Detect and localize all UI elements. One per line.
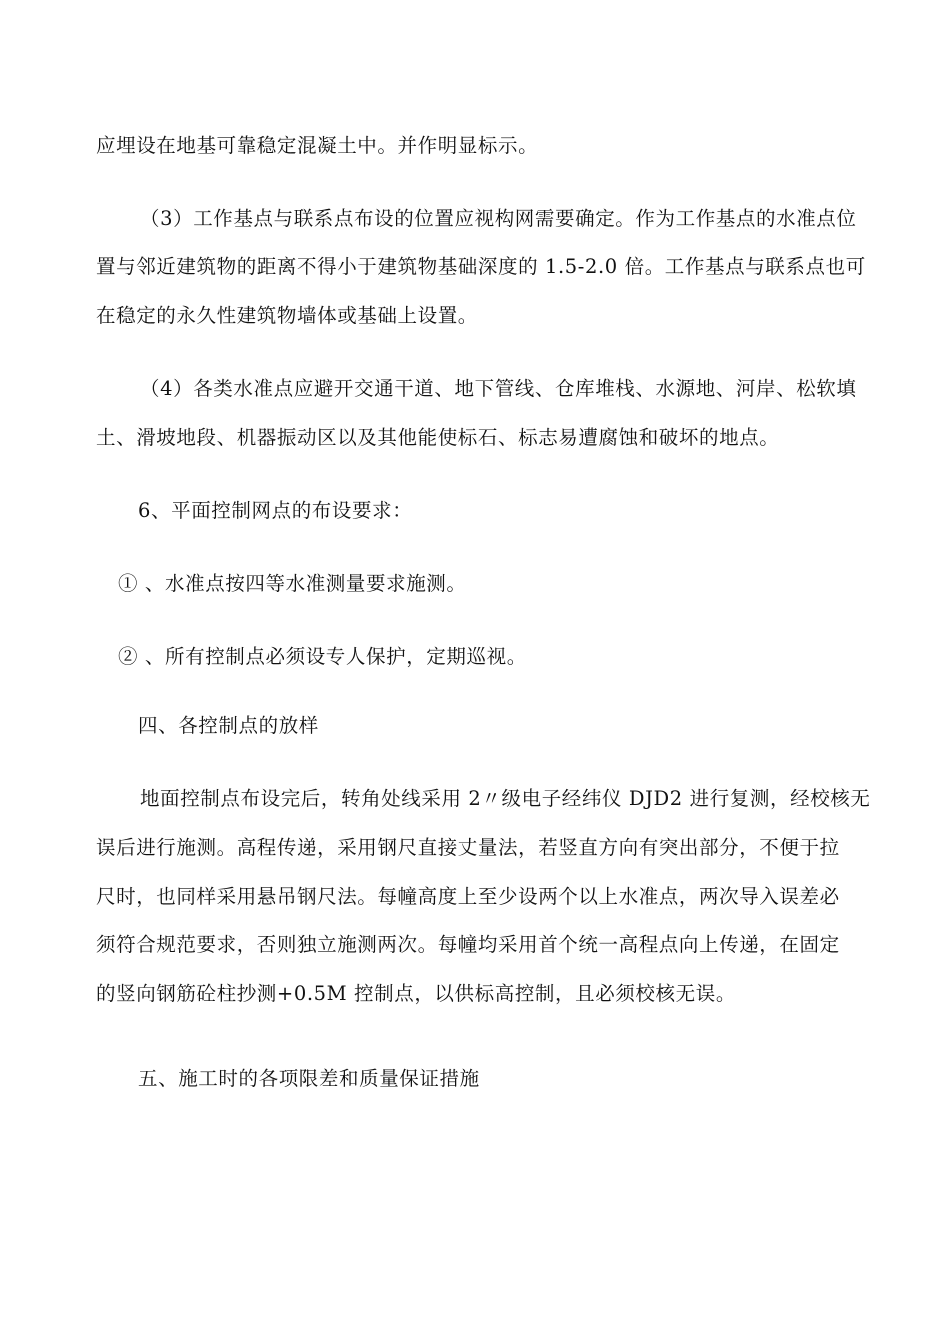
paragraph-line: （3）工作基点与联系点布设的位置应视构网需要确定。作为工作基点的水准点位 — [140, 207, 857, 230]
paragraph-line: 须符合规范要求，否则独立施测两次。每幢均采用首个统一高程点向上传递，在固定 — [96, 933, 840, 956]
paragraph-line: （4）各类水准点应避开交通干道、地下管线、仓库堆栈、水源地、河岸、松软填 — [140, 377, 857, 400]
paragraph-line: 土、滑坡地段、机器振动区以及其他能使标石、标志易遭腐蚀和破坏的地点。 — [96, 426, 780, 449]
section-heading: 四、各控制点的放样 — [138, 714, 319, 737]
paragraph-line: 误后进行施测。高程传递，采用钢尺直接丈量法，若竖直方向有突出部分，不便于拉 — [96, 836, 840, 859]
paragraph-line: 置与邻近建筑物的距离不得小于建筑物基础深度的 1.5-2.0 倍。工作基点与联系点也可 — [96, 255, 866, 278]
paragraph-line: 尺时，也同样采用悬吊钢尺法。每幢高度上至少设两个以上水准点，两次导入误差必 — [96, 885, 840, 908]
list-item: ① 、水准点按四等水准测量要求施测。 — [118, 572, 467, 595]
paragraph-line: 的竖向钢筋砼柱抄测+0.5M 控制点，以供标高控制，且必须校核无误。 — [96, 982, 736, 1005]
section-heading: 五、施工时的各项限差和质量保证措施 — [138, 1067, 480, 1090]
paragraph-line: 应埋设在地基可靠稳定混凝土中。并作明显标示。 — [96, 134, 539, 157]
paragraph-line: 在稳定的永久性建筑物墙体或基础上设置。 — [96, 304, 478, 327]
paragraph-line: 地面控制点布设完后，转角处线采用 2〃级电子经纬仪 DJD2 进行复测，经校核无 — [140, 787, 871, 810]
list-item: ② 、所有控制点必须设专人保护，定期巡视。 — [118, 645, 527, 668]
section-heading: 6、平面控制网点的布设要求： — [138, 499, 413, 522]
